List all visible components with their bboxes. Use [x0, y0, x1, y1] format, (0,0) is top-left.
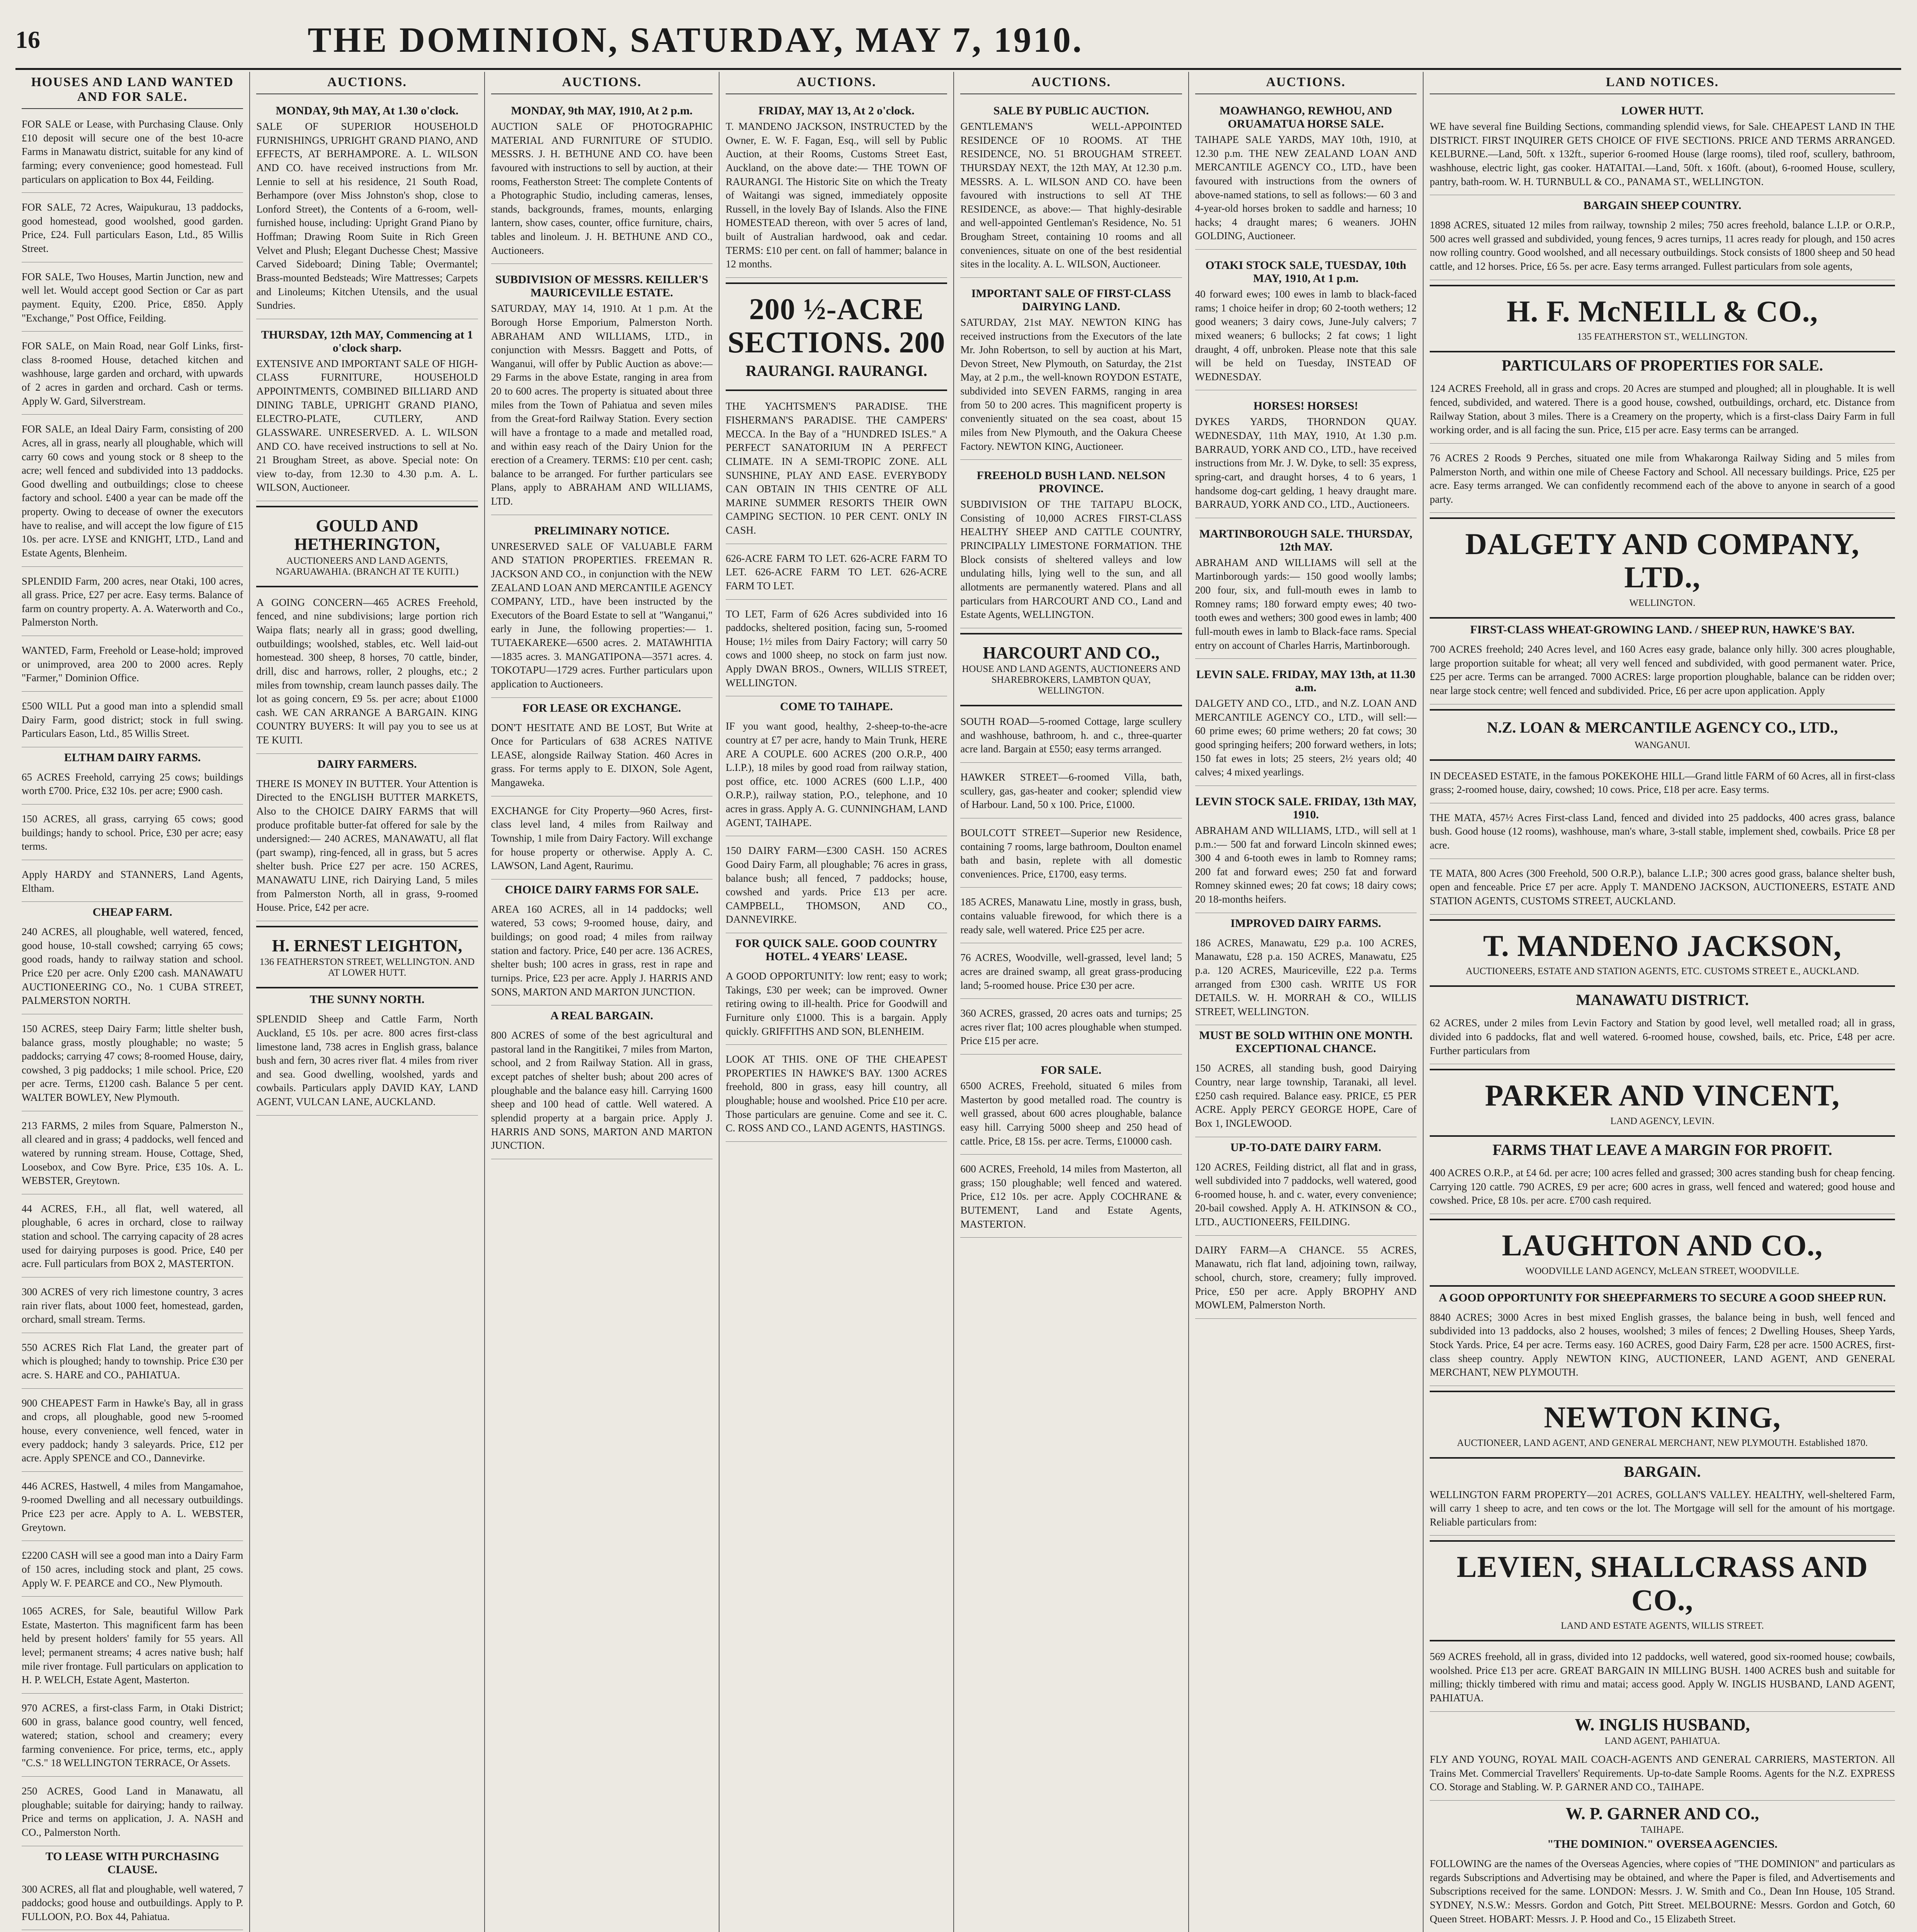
- ad-body: SATURDAY, MAY 14, 1910. At 1 p.m. At the Borough Horse Emporium, Palmerston North. ABRAHAM AND WILLIAMS, LTD., in conjunction with Messrs. Baggett and Potts, of Wanganui, will offer by Public Auction as above:— 29 Farms in the above Estate, ranging in area from 20 to 600 acres. The property is situated about three miles from the Town of Pahiatua and seven miles from the Great-ford Railway Station. Every section will have a frontage to a made and metalled road, and within easy reach of the Dairy Union for the erection of a Creamery. TERMS: £10 per cent. cash; balance to be arranged. For further particulars see Plans, apply to ABRAHAM AND WILLIAMS, LTD.: [491, 303, 713, 507]
- column-7: [1423, 72, 1901, 1932]
- firm-banner: [1430, 1540, 1895, 1641]
- section-heading: TO LEASE WITH PURCHASING CLAUSE.: [45, 1850, 219, 1876]
- classified-ad: [726, 966, 947, 1045]
- ad-body: THERE IS MONEY IN BUTTER. Your Attention is Directed to the ENGLISH BUTTER MARKETS, Also to the CHOICE DAIRY FARMS that will produce profitable butter-fat offered for sale by the undersigned:— 240 ACRES, MANAWATU, all flat (part swamp), ring-fenced, all in grass, but 5 acres shelter bush. Price £27 per acre. 150 ACRES, MANAWATU LINE, rich Dairying Land, 5 miles from Palmerston North, all in grass, 9-roomed House. Price, £42 per acre.: [256, 777, 478, 913]
- firm-address: 135 FEATHERSTON ST., WELLINGTON.: [1577, 332, 1748, 342]
- classified-ad: [726, 548, 947, 600]
- ad-body: SALE OF SUPERIOR HOUSEHOLD FURNISHINGS, UPRIGHT GRAND PIANO, AND EFFECTS, AT BERHAMPORE. A. L. WILSON AND CO. have received instructions from Mr. Lennie to sell at his residence, 21 South Road, Berhampore (over Miss Johnston's shop, close to Lonford Street), the Contents of a 6-room, well-furnished house, including: Upright Grand Piano by Hoffman; Drawing Room Suite in Rich Green Velvet and Plush; Elegant Duchesse Chest; Massive Carved Sideboard; Dining Table; Overmantel; Brass-mounted Bedsteads; Wire Mattresses; Carpets and Linoleums; Kitchen Utensils, and the usual Sundries.: [256, 121, 478, 311]
- column-3: [484, 72, 719, 1932]
- classified-ad: [22, 418, 243, 566]
- classified-ad: [22, 1281, 243, 1333]
- land-notice: [1430, 765, 1895, 803]
- firm-name: DALGETY AND COMPANY, LTD.,: [1465, 527, 1860, 594]
- land-notice: [1430, 99, 1895, 195]
- classified-ad: [22, 1545, 243, 1597]
- auction-notice: [1195, 253, 1417, 390]
- firm-banner: [1430, 285, 1895, 353]
- classified-ad: [22, 266, 243, 332]
- ad-body: SUBDIVISION OF THE TAITAPU BLOCK, Consisting of 10,000 ACRES FIRST-CLASS HEALTHY SHEEP AND CATTLE COUNTRY, PRINCIPALLY LIMESTONE FORMATION. THE Block consists of sheltered valleys and low undulating hills, lying well to the sun, and all allotments are permanently watered. Plans and all particulars from HARCOURT AND CO., Land and Estate Agents, WELLINGTON.: [960, 498, 1182, 621]
- ad-body: FOLLOWING are the names of the Overseas Agencies, where copies of "THE DOMINION" and particulars as regards Subscriptions and Advertising may be obtained, and where the Paper is filed, and Advertisements and Subscriptions received for the same. LONDON: Messrs. J. W. Smith and Co., Dean Inn House, 105 Strand. SYDNEY, N.S.W.: Messrs. Gordon and Gotch, Pitt Street. MELBOURNE: Messrs. Gordon and Gotch, 60 Queen Street. HOBART: Messrs. J. P. Hood and Co., 15 Elizabeth Street.: [1429, 1858, 1895, 1925]
- ad-body: SPLENDID Farm, 200 acres, near Otaki, 100 acres, all grass. Price, £27 per acre. Easy terms. Balance of farm on country property. A. A. Waterworth and Co., Palmerston North.: [22, 575, 243, 628]
- ad-body: 300 ACRES of very rich limestone country, 3 acres rain river flats, about 1000 feet, homestead, garden, orchard, small stream. Terms.: [22, 1286, 243, 1325]
- firm-name: N.Z. LOAN & MERCANTILE AGENCY CO., LTD.,: [1487, 718, 1838, 736]
- ad-body: 150 ACRES, steep Dairy Farm; little shelter bush, balance grass, mostly ploughable; no waste; 5 paddocks; carrying 47 cows; 8-roomed House, dairy, cowshed, 3 pig paddocks; 1 mile school. Price, £20 per acre. Terms, £1200 cash. Balance 5 per cent. WALTER BOWLEY, New Plymouth.: [22, 1022, 243, 1103]
- classified-ad: [491, 1025, 713, 1159]
- ad-body: A GOING CONCERN—465 ACRES Freehold, fenced, and nine subdivisions; large portion rich Waipa flats; nearly all in grass; good dwelling, outbuildings; woolshed, stables, etc. Well laid-out homestead. 300 sheep, 8 horses, 70 cattle, binder, drill, disc and harrows, roller, 2 ploughs, etc.; 2 miles from township, cream launch passes daily. The lot as going concern, £9 5s. per acre; about £1000 cash. WE CAN ARRANGE A BARGAIN. KING COUNTRY BUYERS: It will pay you to see us at TE KUITI.: [256, 596, 478, 746]
- firm-name: LEVIEN, SHALLCRASS AND CO.,: [1456, 1550, 1868, 1617]
- ad-body: LOOK AT THIS. ONE OF THE CHEAPEST PROPERTIES IN HAWKE'S BAY. 1300 ACRES freehold, 800 in grass, easy hill country, all ploughable; house and woolshed. Price £10 per acre. Those particulars are genuine. Come and see it. C. C. ROSS AND CO., LAND AGENTS, HASTINGS.: [725, 1053, 947, 1134]
- classified-ad: [22, 114, 243, 193]
- classified-ad: [1195, 1058, 1417, 1137]
- ad-body: 360 ACRES, grassed, 20 acres oats and turnips; 25 acres river flat; 100 acres ploughable when stumped. Price £15 per acre.: [960, 1007, 1182, 1047]
- page-title: THE DOMINION, SATURDAY, MAY 7, 1910.: [308, 20, 1084, 60]
- ad-body: 150 DAIRY FARM—£300 CASH. 150 ACRES Good Dairy Farm, all ploughable; 76 acres in grass, balance bush; all fenced, 7 paddocks; house, cowshed and yards. Price £13 per acre. CAMPBELL, THOMSON, AND CO., DANNEVIRKE.: [725, 845, 947, 925]
- ad-body: A GOOD OPPORTUNITY: low rent; easy to work; Takings, £30 per week; can be improved. Owner retiring owing to ill-health. Price for Goodwill and Furniture only £1000. This is a bargain. Apply quickly. GRIFFITHS AND SON, BLENHEIM.: [725, 970, 947, 1037]
- ad-body: 569 ACRES freehold, all in grass, divided into 12 paddocks, well watered, good six-roomed house; cowbails, woolshed. Price £13 per acre. GREAT BARGAIN IN MILLING BUSH. 1400 ACRES bush and suitable for milling; thickly timbered with rimu and matai; access good. Apply W. INGLIS HUSBAND, LAND AGENT, PAHIATUA.: [1429, 1651, 1895, 1704]
- firm-address: AUCTIONEERS, ESTATE AND STATION AGENTS, ETC. CUSTOMS STREET E., AUCKLAND.: [1465, 966, 1859, 977]
- ad-body: 124 ACRES Freehold, all in grass and crops. 20 Acres are stumped and ploughed; all in ploughable. It is well fenced, subdivided, and watered. There is a good house, cowshed, outbuildings, orchard, etc. Distance from Railway Station, about 3 miles. There is a Creamery on the property, which is a first-class Dairy Farm in full working order, and is all facing the sun. Price, £15 per acre. Easy terms can be arranged.: [1429, 383, 1895, 436]
- ad-body: WELLINGTON FARM PROPERTY—201 ACRES, GOLLAN'S VALLEY. HEALTHY, well-sheltered Farm, will carry 1 sheep to acre, and ten cows or the lot. The Mortgage will sell for the amount of his mortgage. Reliable particulars from:: [1429, 1488, 1895, 1528]
- ad-heading: FOR SALE.: [1041, 1064, 1102, 1077]
- masthead-rule: [15, 68, 1901, 70]
- ad-body: BOULCOTT STREET—Superior new Residence, containing 7 rooms, large bathroom, Doulton enamel bath and basin, replete with all domestic conveniences. Price, £1700, easy terms.: [960, 827, 1182, 880]
- auction-notice: [960, 99, 1182, 278]
- ad-body: HAWKER STREET—6-roomed Villa, bath, scullery, gas, gas-heater and cooker; splendid view of Harbour. Land, 50 x 100. Price, £1000.: [960, 771, 1182, 811]
- ad-body: DON'T HESITATE AND BE LOST, But Write at Once for Particulars of 638 ACRES NATIVE LEASE, alongside Railway Station. 460 Acres in grass. For terms apply to E. DIXON, Sole Agent, Mangaweka.: [491, 721, 713, 788]
- section-heading: THE SUNNY NORTH.: [310, 993, 425, 1006]
- ad-body: 62 ACRES, under 2 miles from Levin Factory and Station by good level, well metalled road; all in grass, divided into 6 paddocks, flat and well watered. 6-roomed house, cowshed, bails, etc. Price, £48 per acre. Further particulars from: [1429, 1017, 1895, 1056]
- section-heading: MANAWATU DISTRICT.: [1576, 991, 1749, 1009]
- ad-body: 300 ACRES, all flat and ploughable, well watered, 7 paddocks; good house and outbuildings. Apply to P. FULLOON, P.O. Box 44, Pahiatua.: [22, 1883, 243, 1922]
- classified-ad: [256, 1009, 478, 1115]
- classified-ad: [1195, 1156, 1417, 1236]
- ad-heading: FRIDAY, MAY 13, At 2 o'clock.: [758, 104, 915, 117]
- ad-body: T. MANDENO JACKSON, INSTRUCTED by the Owner, E. W. F. Fagan, Esq., will sell by Public Auction, at their Rooms, Customs Street East, Auckland, on the above date:— THE TOWN OF RAURANGI. The Historic Site on which the Treaty of Waitangi was signed, immediately opposite Russell, in the lovely Bay of Islands. Also the FINE HOMESTEAD thereon, with over 5 acres of land, built of Australian hardwood, oak and cedar. TERMS: £10 per cent. on fall of hammer; balance in 12 months.: [725, 121, 947, 270]
- auction-notice: [726, 99, 947, 278]
- classified-ad: [491, 717, 713, 796]
- firm-banner: [960, 633, 1182, 706]
- auction-notice: [960, 464, 1182, 628]
- land-notice: [1430, 639, 1895, 704]
- firm-name: H. ERNEST LEIGHTON,: [272, 936, 463, 955]
- page-number: 16: [15, 26, 40, 53]
- auction-notice: [256, 323, 478, 501]
- classified-ad: [22, 864, 243, 902]
- ad-heading: SUBDIVISION OF MESSRS. KEILLER'S MAURICEVILLE ESTATE.: [495, 273, 708, 299]
- firm-address: LAND AGENT, PAHIATUA.: [1604, 1735, 1720, 1746]
- firm-name: W. P. GARNER AND CO.,: [1565, 1804, 1759, 1823]
- ad-body: Apply HARDY and STANNERS, Land Agents, Eltham.: [22, 868, 243, 894]
- ad-body: 800 ACRES of some of the best agricultural and pastoral land in the Rangitikei, 7 miles from Marton, school, and 2 from Railway Station. All in grass, except patches of shelter bush; about 200 acres of ploughable and the balance easy hill. Carrying 1600 sheep and 100 head of cattle. Well watered. A splendid property at a bargain price. Apply J. HARRIS AND SONS, MARTON AND MARTON JUNCTION.: [491, 1029, 713, 1151]
- ad-body: EXCHANGE for City Property—960 Acres, first-class level land, 4 miles from Railway and Township, 1 mile from Dairy Factory. Will exchange for house property or otherwise. Apply A. C. LAWSON, Land Agent, Raurimu.: [491, 804, 713, 872]
- lots-heading: 200 ½-ACRE SECTIONS. 200: [727, 292, 946, 359]
- classified-ad: [726, 396, 947, 544]
- ad-body: GENTLEMAN'S WELL-APPOINTED RESIDENCE OF 10 ROOMS. AT THE RESIDENCE, NO. 51 BROUGHAM STREET. THURSDAY NEXT, the 12th MAY, At 12.30 p.m. MESSRS. A. L. WILSON AND CO. have been favoured with instructions to sell AT THE RESIDENCE, as above:— That highly-desirable and well-appointed Gentleman's Residence, No. 51 Brougham Street, containing 10 rooms and all conveniences, situate on one of the best residential sites in the locality. A. L. WILSON, Auctioneer.: [960, 121, 1182, 270]
- column-2: [249, 72, 484, 1932]
- firm-address: WELLINGTON.: [1629, 598, 1696, 609]
- classified-ad: [22, 1476, 243, 1541]
- ad-body: FOR SALE, 72 Acres, Waipukurau, 13 paddocks, good homestead, good woolshed, good garden. Price, £24. Full particulars Eason, Ltd., 85 Willis Street.: [22, 201, 243, 254]
- ad-body: AREA 160 ACRES, all in 14 paddocks; well watered, 53 cows; 9-roomed house, dairy, and buildings; on good road; 4 miles from railway station and factory. Price, £40 per acre. 136 ACRES, shelter bush; 100 acres in grass, rest in rape and turnips. Price, £23 per acre. Apply J. HARRIS AND SONS, MARTON AND MARTON JUNCTION.: [491, 903, 713, 998]
- column-header: HOUSES AND LAND WANTED AND FOR SALE.: [22, 72, 243, 109]
- firm-name: PARKER AND VINCENT,: [1485, 1078, 1840, 1112]
- firm-banner: [256, 926, 478, 988]
- ad-body: 1065 ACRES, for Sale, beautiful Willow Park Estate, Masterton. This magnificent farm has been held by present holders' family for 55 years. All level; permanent streams; 4 acres native bush; half mile river frontage. Full particulars on application to H. P. WELCH, Estate Agent, Masterton.: [22, 1605, 243, 1686]
- ad-body: SPLENDID Sheep and Cattle Farm, North Auckland, £5 10s. per acre. 800 acres first-class limestone land, 738 acres in English grass, balance bush and fern, 30 acres river flat. 4 miles from river and sea. Good dwelling, woolshed, yards and cowbails. Particulars apply DAVID KAY, LAND AGENT, VULCAN LANE, AUCKLAND.: [256, 1013, 478, 1108]
- auction-notice: [256, 99, 478, 319]
- ad-body: 150 ACRES, all grass, carrying 65 cows; good buildings; handy to school. Price, £30 per acre; easy terms.: [22, 813, 243, 852]
- ad-body: 185 ACRES, Manawatu Line, mostly in grass, bush, contains valuable firewood, for which there is a ready sale, well watered. Price £25 per acre.: [960, 896, 1182, 935]
- column-header: AUCTIONS.: [726, 72, 947, 94]
- ad-body: 400 ACRES O.R.P., at £4 6d. per acre; 100 acres felled and grassed; 300 acres standing bush for cheap fencing. Carrying 120 cattle. 790 ACRES, £9 per acre; 600 acres in grass, well fenced and watered; good house and cowshed. Price, £8 10s. per acre. £700 cash required.: [1429, 1167, 1895, 1206]
- classified-ad: [960, 767, 1182, 818]
- ad-body: WANTED, Farm, Freehold or Lease-hold; improved or unimproved, area 200 to 2000 acres. Reply "Farmer," Dominion Office.: [22, 645, 243, 684]
- ad-body: FLY AND YOUNG, ROYAL MAIL COACH-AGENTS AND GENERAL CARRIERS, MASTERTON. All Trains Met. Commercial Travellers' Requirements. Up-to-date Sample Rooms. Agents for the N.Z. EXPRESS CO. Storage and Stabling. W. P. GARNER AND CO., TAIHAPE.: [1429, 1753, 1895, 1793]
- agencies-notice: [1430, 1853, 1895, 1932]
- ad-body: DYKES YARDS, THORNDON QUAY. WEDNESDAY, 11th MAY, 1910, At 1.30 p.m. BARRAUD, YORK AND CO., LTD., have received instructions from Mr. J. W. Dyke, to sell: 35 express, spring-cart, and draught horses, 4 to 6 years, 1 handsome dog-cart gelding, 1 heavy draught mare. BARRAUD, YORK AND CO., LTD., Auctioneers.: [1195, 416, 1417, 510]
- firm-banner: [1430, 517, 1895, 619]
- ad-heading: PRELIMINARY NOTICE.: [534, 524, 670, 537]
- section-heading: UP-TO-DATE DAIRY FARM.: [1230, 1141, 1381, 1154]
- classified-ad: [22, 1697, 243, 1777]
- ad-body: 250 ACRES, Good Land in Manawatu, all ploughable; suitable for dairying; handy to railway. Price and terms on application, J. A. NASH and CO., Palmerston North.: [22, 1785, 243, 1838]
- classified-ad: [726, 840, 947, 933]
- firm-address: TAIHAPE.: [1641, 1825, 1684, 1835]
- ad-body: THE MATA, 457½ Acres First-class Land, fenced and divided into 25 paddocks, 400 acres grass, balance bush. Good house (12 rooms), washhouse, man's whare, 3-stall stable, implement shed, cowbails. Price £8 per acre.: [1429, 811, 1895, 851]
- classified-ad: [22, 1115, 243, 1194]
- classified-ad: [256, 773, 478, 921]
- classified-ad: [22, 571, 243, 636]
- ad-body: ABRAHAM AND WILLIAMS, LTD., will sell at 1 p.m.:— 500 fat and forward Lincoln skinned ewes; 300 4 and 6-tooth ewes in lamb to Romney rams; 200 fat and forward ewes; 250 fat and forward Romney skinned ewes; 20 fat cows; 18 dairy cows; 20 18-months heifers.: [1195, 824, 1417, 905]
- firm-address: AUCTIONEERS AND LAND AGENTS, NGARUAWAHIA. (BRANCH AT TE KUITI.): [276, 555, 459, 577]
- classified-ad: [1195, 932, 1417, 1026]
- classified-ad: [726, 1049, 947, 1142]
- ad-heading: THURSDAY, 12th MAY, Commencing at 1 o'clock sharp.: [261, 328, 473, 354]
- land-notice: [1430, 1646, 1895, 1712]
- firm-banner: [1430, 1391, 1895, 1459]
- classified-ad: [22, 808, 243, 860]
- firm-name: NEWTON KING,: [1544, 1400, 1781, 1434]
- land-notice: [1430, 1012, 1895, 1064]
- ad-body: SOUTH ROAD—5-roomed Cottage, large scullery and washhouse, bathroom, h. and c., three-quarter acre land. Bargain at £550; easy terms arranged.: [960, 716, 1182, 755]
- section-heading: FIRST-CLASS WHEAT-GROWING LAND. / SHEEP RUN, HAWKE'S BAY.: [1470, 623, 1855, 636]
- section-heading: "THE DOMINION." OVERSEA AGENCIES.: [1547, 1838, 1778, 1851]
- firm-banner: [1430, 1219, 1895, 1287]
- ad-body: WE have several fine Building Sections, commanding splendid views, for Sale. CHEAPEST LAND IN THE DISTRICT. FIRST INQUIRER GETS CHOICE OF FIVE SECTIONS. PRICE AND TERMS ARRANGED. KELBURNE.—Land, 50ft. x 132ft., superior 6-roomed House (large rooms), tiled roof, scullery, bathroom, washhouse, electric light, gas cooker. HATAITAI.—Land, 50ft. x 160ft. (about), 6-roomed House, scullery, pantry, bath-room. W. H. TURNBULL & CO., PANAMA ST., WELLINGTON.: [1429, 121, 1895, 187]
- classified-ad: [960, 1058, 1182, 1155]
- ad-body: 8840 ACRES; 3000 Acres in best mixed English grasses, the balance being in bush, well fenced and subdivided into 13 paddocks, also 2 houses, woolshed; 3 miles of fences; 2 Dwelling Houses, Sheep Yards, Stock Yards. Price, £4 per acre. Terms easy. 160 ACRES, good Dairy Farm, £28 per acre. 1500 ACRES, first-class sheep country. Apply NEWTON KING, AUCTIONEER, LAND AGENT, AND GENERAL MERCHANT, NEW PLYMOUTH.: [1429, 1311, 1895, 1378]
- ad-body: 6500 ACRES, Freehold, situated 6 miles from Masterton by good metalled road. The country is well grassed, about 600 acres ploughable, balance easy hill. Carrying 5000 sheep and 250 head of cattle. Price, £8 15s. per acre. Terms, £10000 cash.: [960, 1080, 1182, 1147]
- ad-body: 700 ACRES freehold; 240 Acres level, and 160 Acres easy grade, balance only hilly. 300 acres ploughable, large proportion suitable for wheat; all very well fenced and subdivided, with good permanent water. Price, £25 per acre. Terms can be arranged. 7000 ACRES: large proportion ploughable, balance can be ridden over; near large stock centre; well fenced and subdivided. Price, £6 per acre upon application. Apply: [1429, 643, 1895, 696]
- ad-body: £2200 CASH will see a good man into a Dairy Farm of 150 acres, including stock and plant, 25 cows. Apply W. F. PEARCE and CO., New Plymouth.: [22, 1549, 243, 1589]
- classified-ad: [22, 1393, 243, 1472]
- ad-body: 76 ACRES 2 Roods 9 Perches, situated one mile from Whakaronga Railway Siding and 5 miles from Palmerston North, and within one mile of Cheese Factory and School. All necessary buildings. Price, £25 per acre. Easy terms arranged. We can confidently recommend each of the above to anyone in search of a good party.: [1429, 452, 1895, 505]
- section-heading: ELTHAM DAIRY FARMS.: [64, 751, 201, 764]
- section-heading: CHEAP FARM.: [92, 906, 172, 919]
- firm-banner: [256, 506, 478, 587]
- ad-heading: MARTINBOROUGH SALE. THURSDAY, 12th MAY.: [1199, 527, 1412, 553]
- section-heading: MUST BE SOLD WITHIN ONE MONTH. EXCEPTIONAL CHANCE.: [1199, 1029, 1413, 1055]
- auction-notice: [960, 282, 1182, 460]
- land-notice: [1430, 1749, 1895, 1801]
- firm-name: T. MANDENO JACKSON,: [1483, 929, 1842, 963]
- section-heading: BARGAIN SHEEP COUNTRY.: [1583, 199, 1742, 212]
- classified-ad: [960, 711, 1182, 763]
- classified-ad: [22, 640, 243, 692]
- firm-banner: [1430, 709, 1895, 761]
- section-heading: PARTICULARS OF PROPERTIES FOR SALE.: [1502, 357, 1823, 374]
- ad-heading: OTAKI STOCK SALE, TUESDAY, 10th MAY, 1910, At 1 p.m.: [1205, 259, 1407, 285]
- land-notice: [1430, 447, 1895, 513]
- ad-body: 65 ACRES Freehold, carrying 25 cows; buildings worth £700. Price, £32 10s. per acre; £900 cash.: [22, 771, 243, 797]
- lots-banner: [726, 282, 947, 391]
- section-heading: FOR LEASE OR EXCHANGE.: [522, 701, 681, 714]
- ad-heading: LEVIN SALE. FRIDAY, MAY 13th, at 11.30 a.m.: [1196, 668, 1415, 694]
- classified-ad: [491, 800, 713, 879]
- classified-ad: [726, 716, 947, 836]
- classified-ad: [22, 197, 243, 262]
- ad-body: IF you want good, healthy, 2-sheep-to-the-acre country at £7 per acre, handy to Main Trunk, HERE ARE A COUPLE. 600 ACRES (200 O.R.P., 400 L.I.P.), 18 miles by good road from railway station, post office, etc. 1000 ACRES (600 L.I.P., 400 O.R.P.), railway station, P.O., telephone, and 10 acres in grass. Apply A. G. CUNNINGHAM, LAND AGENT, TAIHAPE.: [725, 720, 947, 828]
- auction-notice: [1195, 99, 1417, 250]
- firm-banner: [1430, 1069, 1895, 1137]
- auction-notice: [491, 99, 713, 264]
- ad-body: 900 CHEAPEST Farm in Hawke's Bay, all in grass and crops, all ploughable, good new 5-roomed house, every convenience, well fenced, water in every paddock; handy 3 saleyards. Price, £12 per acre. Apply SPENCE and CO., Dannevirke.: [22, 1397, 243, 1464]
- auction-notice: [491, 268, 713, 515]
- firm-address: WOODVILLE LAND AGENCY, McLEAN STREET, WOODVILLE.: [1525, 1265, 1800, 1276]
- classified-ad: [960, 822, 1182, 888]
- ad-body: 550 ACRES Rich Flat Land, the greater part of which is ploughed; handy to township. Price £30 per acre. S. HARE and CO., PAHIATUA.: [22, 1341, 243, 1381]
- auction-notice: [1195, 790, 1417, 913]
- ad-body: FOR SALE or Lease, with Purchasing Clause. Only £10 deposit will secure one of the best 10-acre Farms in Manawatu district, suitable for any kind of farming; every convenience; good homestead. Full particulars on application to Box 44, Feilding.: [22, 118, 243, 185]
- column-6: [1188, 72, 1423, 1932]
- land-notice: [1430, 1307, 1895, 1386]
- firm-address: WANGANUI.: [1635, 740, 1690, 750]
- classified-ad: [22, 1198, 243, 1277]
- classified-ad: [22, 1879, 243, 1930]
- ad-body: 120 ACRES, Feilding district, all flat and in grass, well subdivided into 7 paddocks, well watered, good 6-roomed house, h. and c. water, every convenience; 20-bail cowshed. Apply A. H. ATKINSON & CO., LTD., AUCTIONEERS, FEILDING.: [1195, 1161, 1417, 1228]
- ad-heading: LOWER HUTT.: [1621, 104, 1704, 117]
- firm-address: AUCTIONEER, LAND AGENT, AND GENERAL MERCHANT, NEW PLYMOUTH. Established 1870.: [1457, 1437, 1868, 1448]
- ad-body: 150 ACRES, all standing bush, good Dairying Country, near large township, Taranaki, all level. £250 cash required. Balance easy. PRICE, £5 PER ACRE. Apply PERCY GEORGE HOPE, Care of Box 1, INGLEWOOD.: [1195, 1062, 1417, 1129]
- column-5: [953, 72, 1188, 1932]
- classified-ad: [1195, 1240, 1417, 1319]
- ad-body: 240 ACRES, all ploughable, well watered, fenced, good house, 10-stall cowshed; carrying 65 cows; good roads, handy to railway station and school. Price £20 per acre. Only £200 cash. MANAWATU AUCTIONEERING CO., No. 1 CUBA STREET, PALMERSTON NORTH.: [22, 926, 243, 1007]
- ad-body: 600 ACRES, Freehold, 14 miles from Masterton, all grass; 150 ploughable; well fenced and watered. Price, £12 10s. per acre. Apply COCHRANE & BUTEMENT, Land and Estate Agents, MASTERTON.: [960, 1163, 1182, 1230]
- classified-ad: [22, 1781, 243, 1846]
- ad-body: 1898 ACRES, situated 12 miles from railway, township 2 miles; 750 acres freehold, balance L.I.P. or O.R.P., 500 acres well grassed and subdivided, young fences, 9 acres turnips, 11 acres ready for plough, and 150 acres now rolling country. Good woolshed, and all necessary outbuildings. Stock consists of 1800 sheep and 50 head cattle, and 12 horses. Price, £6 5s. per acre. Easy terms arranged. Fullest particulars from sole agents,: [1429, 219, 1895, 272]
- classified-ad: [22, 1337, 243, 1389]
- classified-ad: [22, 1600, 243, 1694]
- auction-notice: [491, 519, 713, 698]
- firm-name: LAUGHTON AND CO.,: [1502, 1228, 1823, 1262]
- ad-body: 40 forward ewes; 100 ewes in lamb to black-faced rams; 1 choice heifer in drop; 60 2-tooth wethers; 12 good weaners; 3 dairy cows, June-July calvers; 7 mixed weaners; 6 bullocks; 2 fat cows; 1 light draught, 4 off, unbroken. Please note that this sale will be held on Tuesday, INSTEAD OF WEDNESDAY.: [1195, 288, 1417, 383]
- land-notice: [1430, 1162, 1895, 1214]
- masthead: [15, 11, 1901, 69]
- ad-body: ABRAHAM AND WILLIAMS will sell at the Martinborough yards:— 150 good woolly lambs; 200 four, six, and full-mouth ewes in lamb to Romney rams; 180 forward empty ewes; 40 two-tooth ewes and wethers; 300 good ewes in lamb; 400 full-mouth ewes in lamb to Black-face rams. Special entry on account of Charles Harris, Martinborough.: [1195, 556, 1417, 651]
- land-notice: [1430, 378, 1895, 444]
- ad-body: IN DECEASED ESTATE, in the famous POKEKOHE HILL—Grand little FARM of 60 Acres, all in first-class grass; 2-roomed house, dairy, cowshed; 10 cows. Price, £18 per acre. Easy terms.: [1429, 770, 1895, 796]
- ad-body: EXTENSIVE AND IMPORTANT SALE OF HIGH-CLASS FURNITURE, HOUSEHOLD APPOINTMENTS, COMBINED BILLIARD AND DINING TABLE, UPRIGHT GRAND PIANO, ELECTRO-PLATE, CUTLERY, AND GLASSWARE. UNRESERVED. A. L. WILSON AND CO. have received instructions to sell at No. 21 Brougham Street, as above. Special note: On view to-day, from 12.30 to 4.30 p.m. A. L. WILSON, Auctioneer.: [256, 357, 478, 493]
- land-notice: [1430, 807, 1895, 859]
- column-header: LAND NOTICES.: [1430, 72, 1895, 94]
- auction-notice: [1195, 522, 1417, 659]
- section-heading: FARMS THAT LEAVE A MARGIN FOR PROFIT.: [1492, 1141, 1832, 1158]
- column-header: AUCTIONS.: [256, 72, 478, 94]
- section-heading: DAIRY FARMERS.: [317, 757, 417, 770]
- ad-body: 446 ACRES, Hastwell, 4 miles from Mangamahoe, 9-roomed Dwelling and all necessary outbuildings. Price £23 per acre. Apply to A. L. WEBSTER, Greytown.: [22, 1480, 243, 1533]
- ad-heading: IMPORTANT SALE OF FIRST-CLASS DAIRYING LAND.: [971, 287, 1171, 313]
- ad-body: 970 ACRES, a first-class Farm, in Otaki District; 600 in grass, balance good country, well fenced, watered; station, school and creamery; every farming convenience. For price, terms, etc., apply "C.S." 18 WELLINGTON TERRACE, Or Assets.: [22, 1702, 243, 1769]
- classified-ad: [22, 1018, 243, 1111]
- column-grid: [15, 72, 1901, 1932]
- classified-ad: [22, 696, 243, 747]
- firm-address: LAND AND ESTATE AGENTS, WILLIS STREET.: [1561, 1621, 1764, 1631]
- classified-ad: [22, 767, 243, 804]
- land-notice: [1430, 1484, 1895, 1536]
- land-notice: [1430, 863, 1895, 915]
- firm-name: H. F. McNEILL & CO.,: [1507, 294, 1818, 328]
- ad-body: DAIRY FARM—A CHANCE. 55 ACRES, Manawatu, rich flat land, adjoining town, railway, school, church, store, creamery; fully improved. Price, £50 per acre. Apply BROPHY AND MOWLEM, Palmerston North.: [1195, 1244, 1417, 1311]
- ad-heading: HORSES! HORSES!: [1253, 400, 1358, 413]
- firm-address: 136 FEATHERSTON STREET, WELLINGTON. AND AT LOWER HUTT.: [259, 957, 475, 978]
- ad-heading: LEVIN STOCK SALE. FRIDAY, 13th MAY, 1910.: [1195, 795, 1417, 821]
- ad-body: UNRESERVED SALE OF VALUABLE FARM AND STATION PROPERTIES. FREEMAN R. JACKSON AND CO., in conjunction with the NEW ZEALAND LOAN AND MERCANTILE AGENCY COMPANY, LTD., have been instructed by the Executors of the Board Estate to sell at "Wanganui," early in June, the following properties:— 1. TUTAEKAREKE—6500 acres. 2. MATAWHITIA—1835 acres. 3. MANGATIPONA—3571 acres. 4. TOKOTAPU—1729 acres. Further particulars upon application to Auctioneers.: [491, 540, 713, 690]
- column-header: AUCTIONS.: [1195, 72, 1417, 94]
- section-heading: COME TO TAIHAPE.: [780, 700, 893, 713]
- ad-body: DALGETY AND CO., LTD., and N.Z. LOAN AND MERCANTILE AGENCY CO., LTD., will sell:— 60 prime ewes; 60 prime wethers; 20 fat cows; 30 good springing heifers; 200 forward wethers, in lots; 150 fat ewes in lots; 25 steers, 2½ years old; 40 calves; 4 mixed yearlings.: [1195, 697, 1417, 778]
- ad-heading: FREEHOLD BUSH LAND. NELSON PROVINCE.: [976, 469, 1166, 495]
- place-heading: RAURANGI. RAURANGI.: [745, 362, 927, 380]
- classified-ad: [960, 891, 1182, 943]
- ad-body: FOR SALE, an Ideal Dairy Farm, consisting of 200 Acres, all in grass, nearly all ploughable, which will carry 60 cows and young stock or 8 sheep to the acre; well fenced and subdivided into 13 paddocks. Good dwelling and outbuildings; close to cheese factory and school. £400 a year can be made off the property. Owing to decease of owner the executors have to realise, and will accept the low figure of £15 10s. per acre. LYSE and KNIGHT, LTD., Land and Estate Agents, Blenheim.: [22, 423, 243, 559]
- classified-ad: [491, 899, 713, 1005]
- ad-body: 626-ACRE FARM TO LET. 626-ACRE FARM TO LET. 626-ACRE FARM TO LET. 626-ACRE FARM TO LET.: [725, 552, 947, 592]
- ad-body: TO LET, Farm of 626 Acres subdivided into 16 paddocks, sheltered position, facing sun, 5-roomed House; 1½ miles from Dairy Factory; will carry 50 cows and 1000 sheep, no stock on farm just now. Apply DWAN BROS., Owners, WILLIS STREET, WELLINGTON.: [725, 608, 947, 689]
- firm-name: HARCOURT AND CO.,: [983, 643, 1160, 662]
- column-1: [15, 72, 249, 1932]
- classified-ad: [22, 335, 243, 415]
- ad-body: SATURDAY, 21st MAY. NEWTON KING has received instructions from the Executors of the late Mr. John Robertson, to sell by auction at his Mart, Devon Street, New Plymouth, on Saturday, the 21st May, at 2 p.m., the well-known ROYDON ESTATE, subdivided into SEVEN FARMS, ranging in area from 50 to 200 acres. This magnificent property is conveniently situated on the sea coast, about 15 miles from New Plymouth, and the Oakura Cheese Factory. NEWTON KING, Auctioneer.: [960, 316, 1182, 452]
- ad-heading: MOAWHANGO, REWHOU, AND ORUAMATUA HORSE SALE.: [1219, 104, 1392, 130]
- section-heading: CHOICE DAIRY FARMS FOR SALE.: [505, 883, 699, 896]
- firm-name: W. INGLIS HUSBAND,: [1575, 1715, 1750, 1734]
- section-heading: BARGAIN.: [1624, 1463, 1701, 1480]
- firm-name: GOULD AND HETHERINGTON,: [294, 516, 440, 554]
- auction-notice: [1195, 663, 1417, 786]
- ad-body: £500 WILL Put a good man into a splendid small Dairy Farm, good district; stock in full swing. Particulars Eason, Ltd., 85 Willis Street.: [22, 700, 243, 740]
- ad-body: 76 ACRES, Woodville, well-grassed, level land; 5 acres are drained swamp, all great grass-producing land; 5-roomed house. Price £30 per acre.: [960, 952, 1182, 991]
- ad-body: TE MATA, 800 Acres (300 Freehold, 500 O.R.P.), balance L.I.P.; 300 acres good grass, balance shelter bush, open and fenceable. Price £7 per acre. Apply T. MANDENO JACKSON, AUCTIONEERS, ESTATE AND STATION AGENTS, CUSTOMS STREET, AUCKLAND.: [1429, 867, 1895, 906]
- section-heading: A GOOD OPPORTUNITY FOR SHEEPFARMERS TO SECURE A GOOD SHEEP RUN.: [1439, 1291, 1886, 1304]
- ad-body: 186 ACRES, Manawatu, £29 p.a. 100 ACRES, Manawatu, £28 p.a. 150 ACRES, Manawatu, £25 p.a. 120 ACRES, Mauriceville, £22 p.a. Terms arranged from £300 cash. WRITE US FOR DETAILS. W. H. MORRAH & CO., WILLIS STREET, WELLINGTON.: [1195, 937, 1417, 1017]
- land-notice: [1430, 214, 1895, 280]
- ad-body: AUCTION SALE OF PHOTOGRAPHIC MATERIAL AND FURNITURE OF STUDIO. MESSRS. J. H. BETHUNE AND CO. have been favoured with instructions to sell by auction, at their rooms, Featherston Street: The complete Contents of a Photographic Studio, including cameras, lenses, stands, backgrounds, frames, mounts, enlarging lantern, show cases, counter, office furniture, chairs, tables and linoleum. J. H. BETHUNE AND CO., Auctioneers.: [491, 121, 713, 256]
- firm-address: HOUSE AND LAND AGENTS, AUCTIONEERS AND SHAREBROKERS, LAMBTON QUAY, WELLINGTON.: [962, 664, 1180, 696]
- ad-body: TAIHAPE SALE YARDS, MAY 10th, 1910, at 12.30 p.m. THE NEW ZEALAND LOAN AND MERCANTILE AGENCY CO., LTD., have been favoured with instructions from the owners of above-named stations, to sell as follows:— 60 3 and 4-year-old horses broken to saddle and harness; 10 hacks; 4 draught mares; 6 weaners. JOHN GOLDING, Auctioneer.: [1195, 134, 1417, 242]
- classified-ad: [960, 1158, 1182, 1238]
- ad-heading: SALE BY PUBLIC AUCTION.: [993, 104, 1149, 117]
- classified-ad: [726, 604, 947, 697]
- ad-body: FOR SALE, Two Houses, Martin Junction, new and well let. Would accept good Section or Car as part payment. Equity, £200. Price, £850. Apply "Exchange," Post Office, Feilding.: [22, 270, 243, 324]
- ad-heading: MONDAY, 9th MAY, At 1.30 o'clock.: [276, 104, 459, 117]
- ad-body: FOR SALE, on Main Road, near Golf Links, first-class 8-roomed House, detached kitchen and washhouse, large garden and orchard, with upwards of 2 acres in garden and orchard. Cash or terms. Apply W. Gard, Silverstream.: [22, 340, 243, 407]
- ad-body: THE YACHTSMEN'S PARADISE. THE FISHERMAN'S PARADISE. THE CAMPERS' MECCA. In the Bay of a "HUNDRED ISLES." A PERFECT SANATORIUM IN A PERFECT CLIMATE. IN A SEMI-TROPIC ZONE. ALL SUNSHINE, PLAY AND EASE. EVERYBODY CAN OBTAIN IN THIS CENTRE OF ALL MARINE SUMMER RESORTS THEIR OWN CAMPING SECTION. 10 PER CENT. ONLY IN CASH.: [725, 400, 947, 536]
- ad-body: 44 ACRES, F.H., all flat, well watered, all ploughable, 6 acres in orchard, close to railway station and school. The carrying capacity of 28 acres used for dairying purposes is good. Price, £40 per acre. Full particulars from BOX 2, MASTERTON.: [22, 1202, 243, 1270]
- section-heading: IMPROVED DAIRY FARMS.: [1230, 917, 1381, 930]
- firm-banner: [1430, 919, 1895, 987]
- classified-ad: [256, 592, 478, 754]
- ad-body: 213 FARMS, 2 miles from Square, Palmerston N., all cleared and in grass; 4 paddocks, well fenced and watered by running stream. House, Cottage, Shed, Loosebox, and Cow Byre. Price, £35 10s. A. L. WEBSTER, Greytown.: [22, 1119, 243, 1187]
- column-4: [719, 72, 953, 1932]
- column-header: AUCTIONS.: [960, 72, 1182, 94]
- section-heading: FOR QUICK SALE. GOOD COUNTRY HOTEL. 4 YEARS' LEASE.: [735, 937, 938, 963]
- classified-ad: [960, 947, 1182, 999]
- ad-heading: MONDAY, 9th MAY, 1910, At 2 p.m.: [511, 104, 693, 117]
- section-heading: A REAL BARGAIN.: [550, 1009, 653, 1022]
- classified-ad: [22, 921, 243, 1014]
- auction-notice: [1195, 394, 1417, 518]
- classified-ad: [960, 1003, 1182, 1054]
- column-header: AUCTIONS.: [491, 72, 713, 94]
- firm-address: LAND AGENCY, LEVIN.: [1610, 1116, 1715, 1126]
